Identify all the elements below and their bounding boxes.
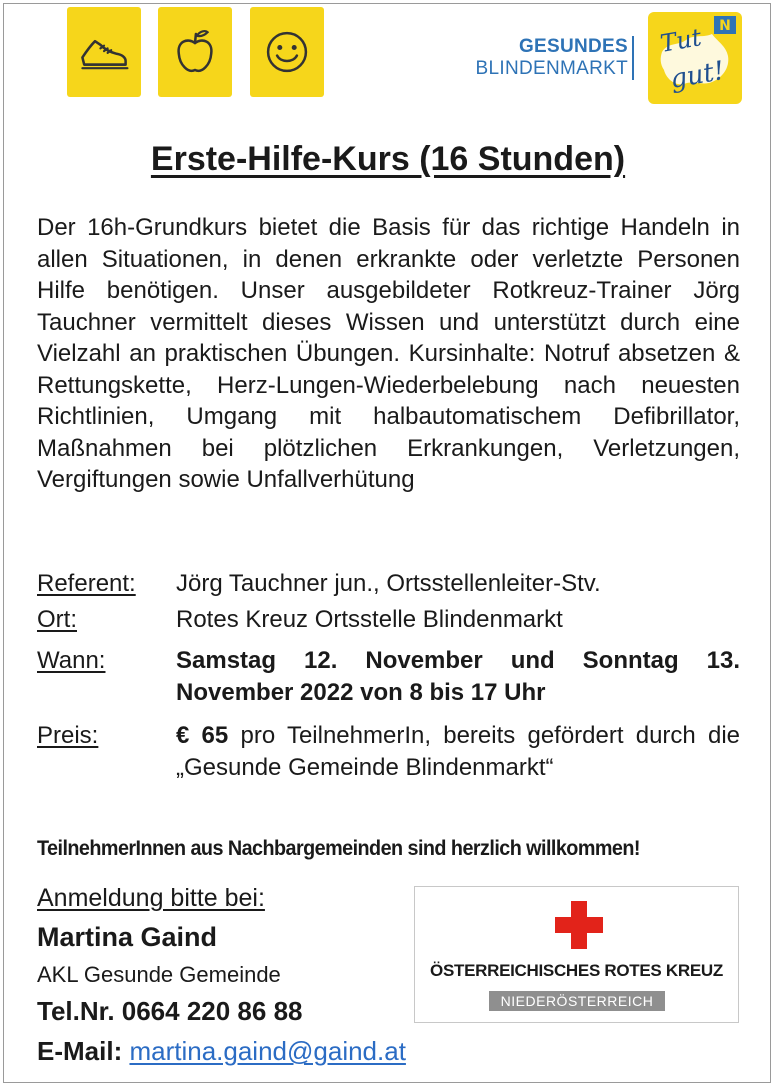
apple-icon <box>168 25 222 79</box>
referent-label: Referent: <box>37 570 136 597</box>
lower-austria-map-icon <box>648 12 742 104</box>
red-cross-logo <box>414 886 739 1023</box>
running-shoe-icon <box>77 25 131 79</box>
slogan-line1: Tut <box>658 23 704 58</box>
wann-value: Samstag 12. November und Sonntag 13. November 2022 von 8 bis 17 Uhr <box>176 647 740 706</box>
red-cross-icon-bar <box>555 917 603 933</box>
apple-tile <box>158 7 232 97</box>
ort-value: Rotes Kreuz Ortsstelle Blindenmarkt <box>176 606 563 633</box>
page-title: Erste-Hilfe-Kurs (16 Stunden) <box>150 140 626 178</box>
course-description: Der 16h-Grundkurs bietet die Basis für das richtige Handeln in allen Situationen, in denen erkrankte oder verletzte Personen Hilfe benötigen. Unser ausgebildeter Rotkreuz-Trainer Jörg Tauchner vermittelt dieses Wissen und unterstützt durch eine Vielzahl an praktischen Übungen. Kursinhalte: Notruf absetzen & Rettungskette, Herz-Lungen-Wiederbelebung nach neuesten Richtlinien, Umgang mit halbautomatischem Defibrillator, Maßnahmen bei plötzlichen Erkrankungen, Verletzungen, Vergiftungen sowie Unfallverhütung <box>37 214 740 493</box>
email-link[interactable]: martina.gaind@gaind.at <box>129 1036 406 1066</box>
ort-label: Ort: <box>37 606 77 633</box>
red-cross-region: NIEDERÖSTERREICH <box>489 991 665 1011</box>
preis-text: pro TeilnehmerIn, bereits gefördert durch die „Gesunde Gemeinde Blindenmarkt“ <box>176 722 741 781</box>
brand-line1: GESUNDES <box>518 36 628 57</box>
slogan-line2: gut! <box>668 55 727 95</box>
email-label: E-Mail: <box>37 1036 123 1066</box>
welcome-note: TeilnehmerInnen aus Nachbargemeinden sind herzlich willkommen! <box>37 836 640 860</box>
contact-phone: Tel.Nr. 0664 220 86 88 <box>37 996 303 1026</box>
preis-amount: € 65 <box>176 722 229 749</box>
tut-gut-logo <box>648 12 742 104</box>
shoe-tile <box>67 7 141 97</box>
brand-divider <box>632 36 634 80</box>
smiley-tile <box>250 7 324 97</box>
smiley-icon <box>260 25 314 79</box>
preis-label: Preis: <box>37 722 99 749</box>
contact-name: Martina Gaind <box>37 922 218 952</box>
referent-value: Jörg Tauchner jun., Ortsstellenleiter-Stv. <box>176 570 601 597</box>
preis-value <box>176 720 740 783</box>
wann-label: Wann: <box>37 647 106 674</box>
brand-logo <box>452 36 628 80</box>
contact-org: AKL Gesunde Gemeinde <box>37 962 281 987</box>
contact-email-row <box>37 1036 406 1067</box>
slogan-badge: N <box>719 18 731 34</box>
brand-line2: BLINDENMARKT <box>475 58 628 79</box>
red-cross-name: ÖSTERREICHISCHES ROTES KREUZ <box>430 961 723 980</box>
registration-heading: Anmeldung bitte bei: <box>37 884 265 912</box>
